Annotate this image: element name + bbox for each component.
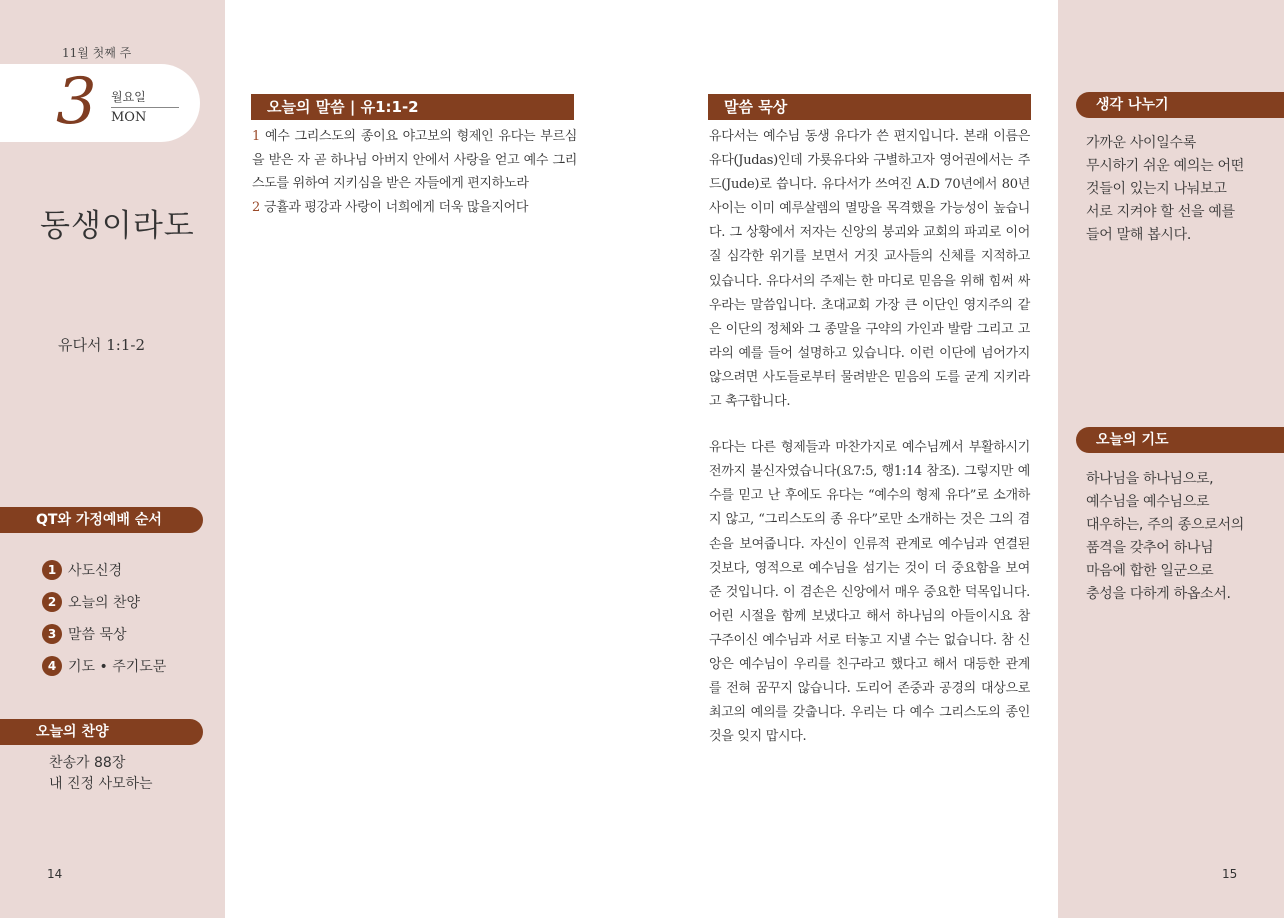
verse-number: 1	[252, 129, 260, 144]
meditation-heading: 말씀 묵상	[708, 94, 1031, 120]
hymn-info	[49, 753, 153, 795]
page-title: 동생이라도	[40, 208, 195, 244]
hymn-heading: 오늘의 찬양	[0, 719, 203, 745]
order-number-badge: 4	[42, 656, 62, 676]
prayer-heading: 오늘의 기도	[1076, 427, 1284, 453]
meditation-paragraph: 유다서는 예수님 동생 유다가 쓴 편지입니다. 본래 이름은 유다(Judas)인데 가룟유다와 구별하고자 영어권에서는 주드(Jude)로 씁니다. 유다서가 쓰여진 A.D 70년에서 80년 사이는 이미 예루살렘의 멸망을 목격했을 가능성이 높습니다. 그 상황에서 저자는 신앙의 붕괴와 교회의 파괴로 이어질 심각한 위기를 보면서 거짓 교사들의 신체를 지적하고 있습니다. 유다서의 주제는 한 마디로 믿음을 위해 힘써 싸우라는 말씀입니다. 초대교회 가장 큰 이단인 영지주의 같은 이단의 정체와 그 종말을 구약의 가인과 발람 그리고 고라의 예를 들어 설명하고 있습니다. 이런 이단에 넘어가지 않으려면 사도들로부터 물려받은 믿음의 도를 굳게 지키라고 촉구합니다.	[709, 129, 1030, 410]
meditation-paragraph: 유다는 다른 형제들과 마찬가지로 예수님께서 부활하시기 전까지 불신자였습니다(요7:5, 행1:14 참조). 그렇지만 예수를 믿고 난 후에도 유다는 “예수의 형제 유다”로 소개하지 않고, “그리스도의 종 유다”로만 소개하는 것은 그의 겸손을 보여줍니다. 자신이 인류적 관계로 예수님과 연결된 것보다, 영적으로 예수님을 섬기는 것이 더 중요함을 보여준 것입니다. 이 겸손은 신앙에서 매우 중요한 덕목입니다. 어린 시절을 함께 보냈다고 해서 하나님의 아들이시요 참 구주이신 예수님과 서로 터놓고 지낼 수는 없습니다. 참 신앙은 예수님이 우리를 친구라고 했다고 해서 대등한 관계를 전혀 꿈꾸지 않습니다. 도리어 존중과 공경의 대상으로 최고의 예의를 갖춥니다. 우리는 다 예수 그리스도의 종인 것을 잊지 맙시다.	[709, 440, 1030, 745]
verse-number: 2	[252, 199, 260, 215]
scripture-heading: 오늘의 말씀 | 유1:1-2	[251, 94, 574, 120]
meditation-text	[709, 125, 1030, 771]
page-number-left: 14	[47, 867, 63, 881]
date-number: 3	[56, 65, 97, 139]
verse-text: 예수 그리스도의 종이요 야고보의 형제인 유다는 부르심을 받은 자 곧 하나님 아버지 안에서 사랑을 얻고 예수 그리스도를 위하여 지키심을 받은 자들에게 편지하노라	[252, 129, 577, 191]
order-heading: QT와 가정예배 순서	[0, 507, 203, 533]
hymn-title: 내 진정 사모하는	[49, 776, 153, 792]
order-item	[42, 586, 166, 618]
scripture-text	[252, 125, 577, 219]
order-item-label: 오늘의 찬양	[68, 595, 141, 611]
order-item-label: 기도 • 주기도문	[68, 659, 167, 675]
order-number-badge: 1	[42, 560, 62, 580]
left-sidebar	[0, 0, 225, 918]
hymn-number: 찬송가 88장	[49, 755, 126, 771]
day-korean: 월요일	[111, 88, 179, 108]
sharing-heading: 생각 나누기	[1076, 92, 1284, 118]
order-item	[42, 554, 166, 586]
prayer-text: 하나님을 하나님으로, 예수님을 예수님으로 대우하는, 주의 종으로서의 품격을 갖추어 하나님 마음에 합한 일군으로 충성을 다하게 하옵소서.	[1086, 471, 1244, 602]
order-item	[42, 618, 166, 650]
date-badge	[0, 64, 200, 142]
order-number-badge: 3	[42, 624, 62, 644]
sharing-text: 가까운 사이일수록 무시하기 쉬운 예의는 어떤 것들이 있는지 나눠보고 서로 지켜야 할 선을 예를 들어 말해 봅시다.	[1086, 135, 1244, 243]
order-item-label: 말씀 묵상	[68, 627, 127, 643]
passage-reference: 유다서 1:1-2	[58, 336, 145, 354]
order-item-label: 사도신경	[68, 563, 123, 579]
page-number-right: 15	[1222, 867, 1238, 881]
order-number-badge: 2	[42, 592, 62, 612]
order-list	[42, 554, 166, 682]
week-label: 11월 첫째 주	[62, 46, 132, 60]
order-item	[42, 650, 166, 682]
verse-text: 긍휼과 평강과 사랑이 너희에게 더욱 많을지어다	[259, 199, 529, 215]
day-english: MON	[111, 110, 147, 125]
